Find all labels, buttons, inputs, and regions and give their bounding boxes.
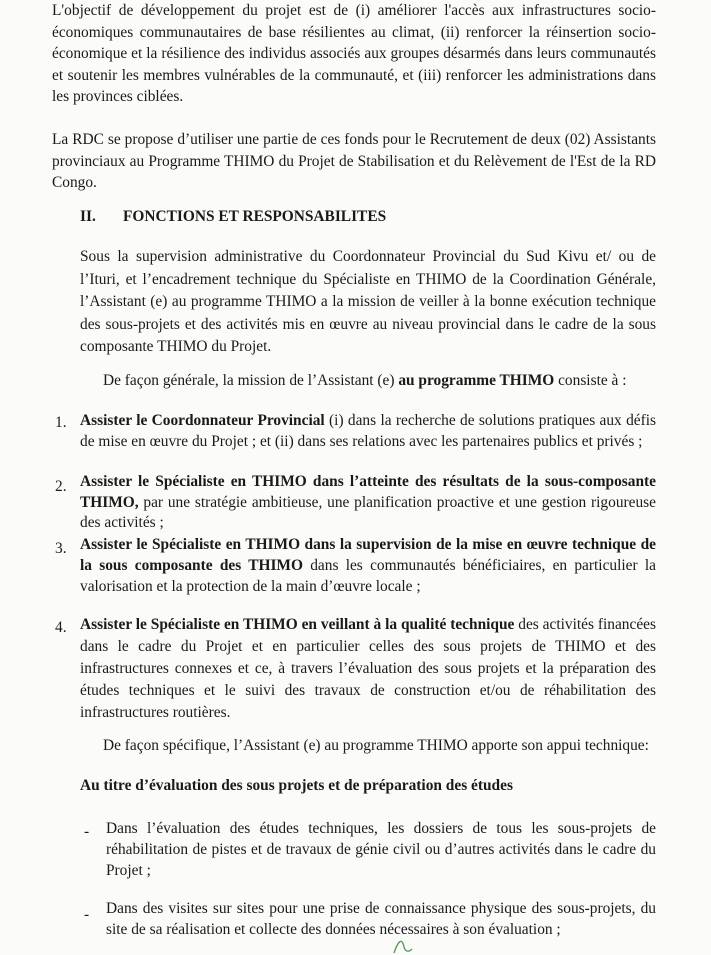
list-item: [80, 472, 656, 534]
list-item-bold: Assister le Spécialiste en THIMO en veillant à la qualité technique: [80, 616, 515, 633]
list-item-bold: Assister le Spécialiste en THIMO dans la supervision de la mise en œuvre technique de la sous composante des THIMO: [80, 536, 656, 574]
ink-mark: [388, 935, 418, 955]
section-heading: [80, 206, 640, 228]
list-item-bold: Assister le Coordonnateur Provincial: [80, 412, 325, 429]
list-item-number: 1.: [55, 414, 67, 431]
list-item: [80, 614, 656, 724]
list-item-text: par une stratégie ambitieuse, une planification proactive et une gestion rigoureuse des activités ;: [80, 493, 656, 531]
list-item-number: 2.: [55, 478, 67, 495]
bullet-dash: -: [84, 823, 90, 840]
list-item: [80, 410, 656, 452]
list-item-text: des activités financées dans le cadre du Projet et en particulier celles des sous projets de THIMO et des infrastructures connexes et ce, à travers l’évaluation des sous projets et la préparation des études techniques et le suivi des travaux de construction et/ou de réhabilitation des infrastructures routières.: [80, 616, 656, 721]
specific-intro-paragraph: De façon spécifique, l’Assistant (e) au programme THIMO apporte son appui technique:: [103, 737, 649, 754]
list-item-number: 4.: [55, 619, 67, 636]
list-item-number: 3.: [55, 540, 67, 557]
general-mission-paragraph: [103, 370, 663, 392]
bullet-item: Dans des visites sur sites pour une prise de connaissance physique des sous-projets, du site de sa réalisation et collecte des données nécessaires à son évaluation ;: [106, 900, 656, 938]
list-item-text: dans les communautés bénéficiaires, en particulier la valorisation et la protection de la main d’œuvre locale ;: [80, 557, 656, 595]
general-tail-text: consiste à :: [558, 372, 627, 389]
bullet-dash: -: [84, 906, 90, 923]
subheading: Au titre d’évaluation des sous projets et de préparation des études: [80, 777, 513, 794]
funds-paragraph: La RDC se propose d’utiliser une partie de ces fonds pour le Recrutement de deux (02) Assistants provinciaux au Programme THIMO du Projet de Stabilisation et du Relèvement de l'Est de la RD Congo.: [52, 131, 656, 192]
list-item-text: (i) dans la recherche de solutions pratiques aux défis de mise en œuvre du Projet ; et (ii) dans ses relations avec les partenaires publics et privés ;: [80, 412, 656, 450]
list-item: [80, 534, 656, 597]
objective-paragraph: L'objectif de développement du projet est de (i) améliorer l'accès aux infrastructures socio-économiques communautaires de base résilientes au climat, (ii) renforcer la réinsertion socio-économique et la résilience des individus associés aux groupes désarmés dans leurs communautés et soutenir les membres vulnérables de la communauté, et (iii) renforcer les administrations dans les provinces ciblées.: [52, 2, 656, 106]
list-item-bold: Assister le Spécialiste en THIMO dans l’atteinte des résultats de la sous-composante THIMO,: [80, 473, 656, 511]
section-number: II.: [80, 208, 96, 225]
supervision-paragraph: Sous la supervision administrative du Coordonnateur Provincial du Sud Kivu et/ ou de l’Ituri, et l’encadrement technique du Spécialiste en THIMO de la Coordination Générale, l’Assistant (e) au programme THIMO a la mission de veiller à la bonne exécution technique des sous-projets et des activités mis en œuvre au niveau provincial dans le cadre de la sous composante THIMO du Projet.: [80, 248, 656, 355]
general-intro-text: De façon générale, la mission de l’Assistant (e): [103, 372, 395, 389]
section-title: FONCTIONS ET RESPONSABILITES: [123, 208, 387, 225]
bullet-item: Dans l’évaluation des études techniques, les dossiers de tous les sous-projets de réhabilitation de pistes et de travaux de génie civil ou d’autres activités dans le cadre du Projet ;: [106, 820, 656, 879]
general-bold-text: au programme THIMO: [398, 372, 555, 389]
